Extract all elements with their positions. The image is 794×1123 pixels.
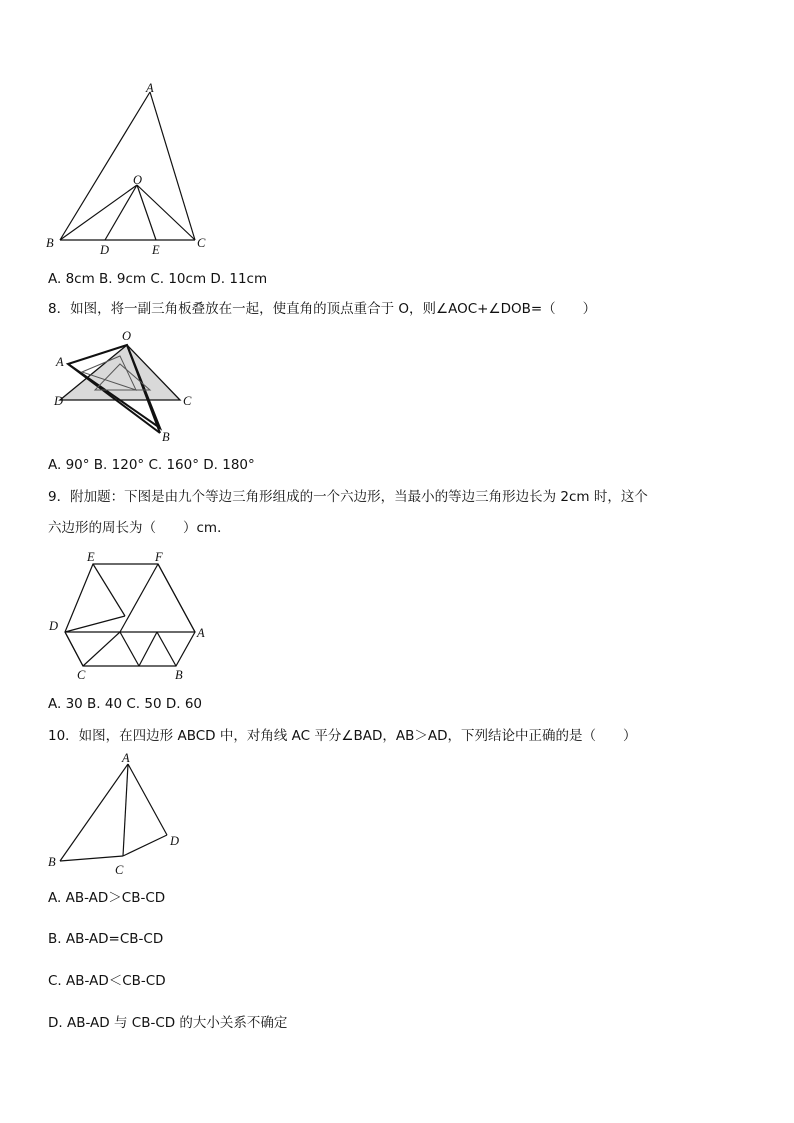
q10-option-b: B. AB-AD=CB-CD bbox=[48, 931, 164, 947]
segment-od bbox=[105, 185, 137, 240]
hexagon-figure-q9 bbox=[45, 550, 210, 680]
label-c: C bbox=[197, 236, 206, 250]
label-d: D bbox=[49, 619, 59, 633]
label-c: C bbox=[183, 394, 192, 408]
segment-ab bbox=[60, 92, 150, 240]
label-o: O bbox=[133, 173, 143, 187]
label-b: B bbox=[175, 668, 183, 682]
label-d: D bbox=[100, 243, 110, 257]
segment-ac bbox=[150, 92, 195, 240]
segment-da bbox=[128, 764, 167, 835]
segment-ob bbox=[60, 185, 137, 240]
q10-option-c: C. AB-AD＜CB-CD bbox=[48, 973, 166, 989]
segment-1 bbox=[93, 564, 125, 616]
label-e: E bbox=[152, 243, 160, 257]
segment-11 bbox=[65, 632, 83, 666]
diagonal-ac bbox=[123, 764, 128, 856]
label-d: D bbox=[54, 394, 64, 408]
label-c: C bbox=[77, 668, 86, 682]
label-b: B bbox=[162, 430, 170, 444]
label-d: D bbox=[170, 834, 180, 848]
q9-stem-line2: 六边形的周长为（ ）cm． bbox=[48, 520, 231, 536]
q10-stem: 10．如图，在四边形 ABCD 中，对角线 AC 平分∠BAD，AB＞AD，下列结论中正确的是（ ） bbox=[48, 728, 637, 744]
label-a: A bbox=[122, 751, 130, 765]
label-a: A bbox=[197, 626, 205, 640]
label-a: A bbox=[56, 355, 64, 369]
segment-cd bbox=[123, 835, 167, 856]
set-squares-figure-q8 bbox=[50, 328, 210, 446]
label-e: E bbox=[87, 550, 95, 564]
label-c: C bbox=[115, 863, 124, 877]
q9-options: A. 30 B. 40 C. 50 D. 60 bbox=[48, 696, 202, 712]
segment-10 bbox=[157, 632, 176, 666]
q10-option-a: A. AB-AD＞CB-CD bbox=[48, 890, 166, 906]
q8-stem: 8．如图，将一副三角板叠放在一起，使直角的顶点重合于 O，则∠AOC+∠DOB=（ ） bbox=[48, 301, 597, 317]
label-o: O bbox=[122, 329, 132, 343]
quadrilateral-figure-q10 bbox=[45, 750, 195, 880]
segment-9 bbox=[139, 632, 157, 666]
q7-options: A. 8cm B. 9cm C. 10cm D. 11cm bbox=[48, 271, 268, 287]
segment-8 bbox=[120, 632, 139, 666]
segment-3 bbox=[158, 564, 195, 632]
label-f: F bbox=[155, 550, 163, 564]
q9-stem-line1: 9．附加题：下图是由九个等边三角形组成的一个六边形，当最小的等边三角形边长为 2cm 时，这个 bbox=[48, 489, 648, 505]
segment-2 bbox=[120, 564, 158, 632]
segment-ab bbox=[60, 764, 128, 861]
q10-option-d: D. AB-AD 与 CB-CD 的大小关系不确定 bbox=[48, 1015, 288, 1031]
label-a: A bbox=[146, 81, 154, 95]
triangle-figure-q7 bbox=[40, 80, 220, 260]
segment-4 bbox=[65, 616, 125, 632]
label-b: B bbox=[48, 855, 56, 869]
label-b: B bbox=[46, 236, 54, 250]
q8-options: A. 90° B. 120° C. 160° D. 180° bbox=[48, 457, 255, 473]
segment-7 bbox=[83, 632, 120, 666]
segment-bc bbox=[60, 856, 123, 861]
